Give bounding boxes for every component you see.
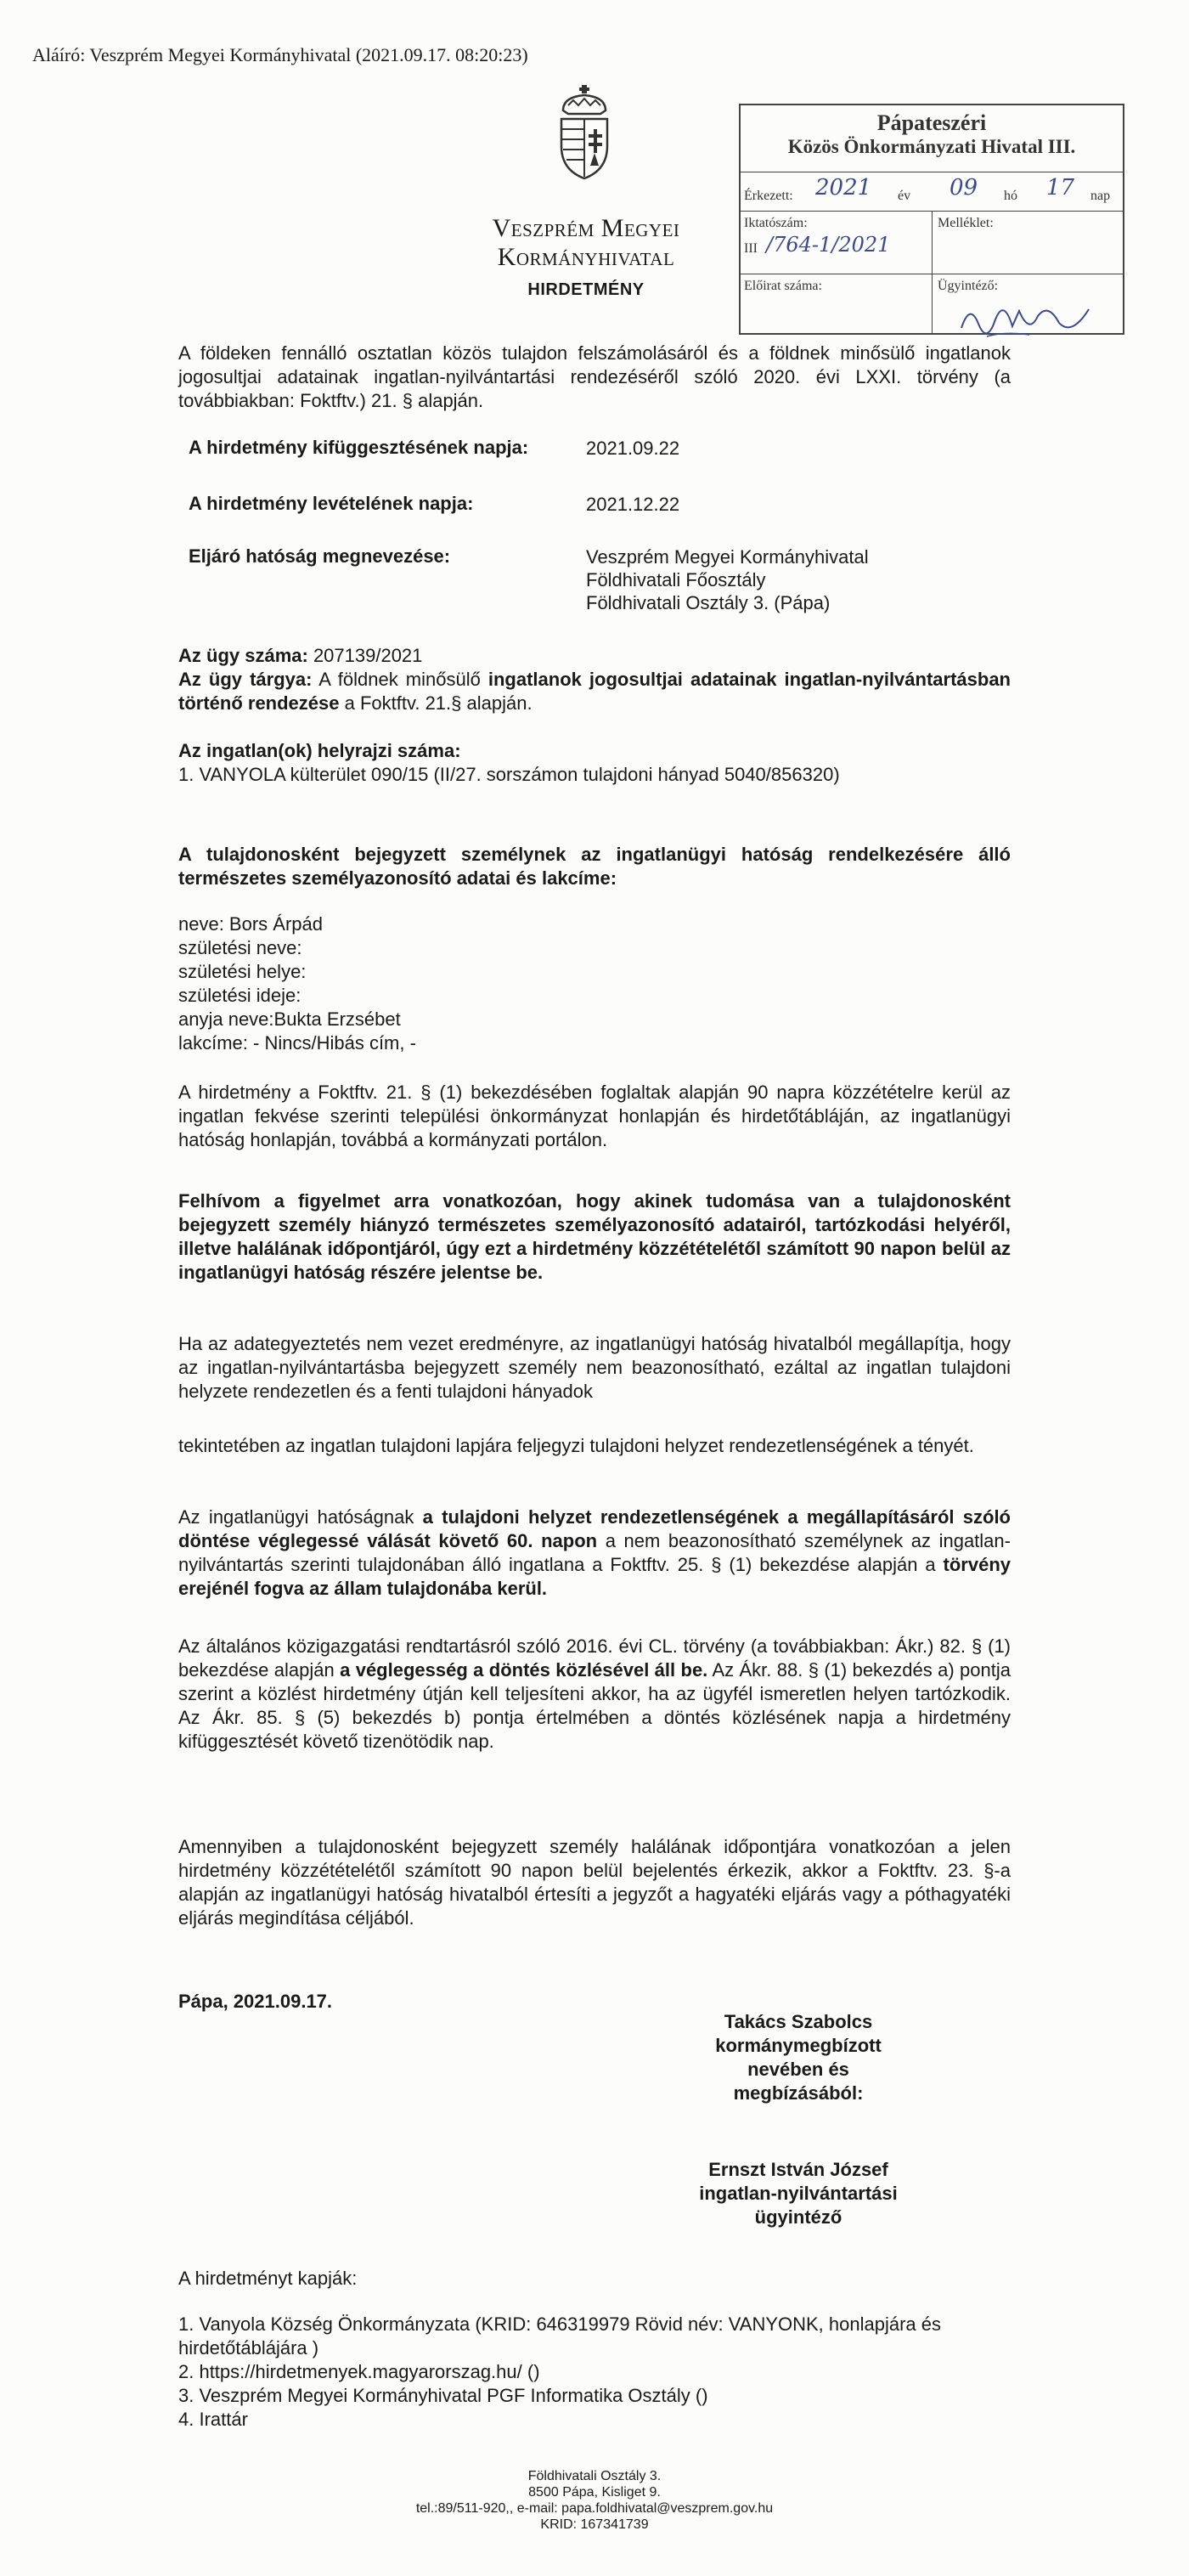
owner-birth-name: születési neve: (178, 937, 302, 958)
stamp-attachment-label: Melléklet: (938, 216, 994, 230)
stamp-received-row (741, 173, 1123, 212)
state-ownership-paragraph (178, 1505, 1011, 1601)
state-ownership-bold-2: törvény erejénél fogva az állam tulajdonába kerül. (178, 1554, 1011, 1599)
finality-bold: a véglegesség a döntés közlésével áll be. (340, 1659, 708, 1681)
authority-label: Eljáró hatóság megnevezése: (189, 545, 451, 567)
document-title: HIRDETMÉNY (527, 280, 645, 299)
owner-birth-date: születési ideje: (178, 985, 301, 1006)
case-number-value: 207139/2021 (307, 645, 423, 666)
handwritten-initials-icon (953, 294, 1106, 345)
clerk-title-2: ügyintéző (754, 2206, 842, 2228)
registration-stamp (739, 104, 1124, 335)
case-subject-text-2: a Foktftv. 21.§ alapján. (339, 692, 533, 714)
coat-of-arms-icon (556, 85, 612, 180)
footer-office: Földhivatali Osztály 3. (527, 2469, 662, 2483)
posting-date-value: 2021.09.22 (586, 438, 680, 459)
footer-contact (357, 2468, 832, 2533)
place-and-date: Pápa, 2021.09.17. (178, 1991, 333, 2012)
footer-krid: KRID: 167341739 (540, 2517, 649, 2532)
succession-paragraph: Amennyiben a tulajdonosként bejegyzett személy halálának időpontjára vonatkozóan a jelen hirdetmény közzétételétől számított 90 napon belül bejelentés érkezik, akkor a Foktftv. 23. §-a alapján az ingatlanügyi hatóság hivatalból értesíti a jegyzőt a hagyatéki eljárás vagy a póthagyatéki eljárás megindítása céljából. (178, 1836, 1011, 1929)
case-subject-label: Az ügy tárgya: (178, 669, 313, 690)
recipient-item: 3. Veszprém Megyei Kormányhivatal PGF Informatika Osztály () (178, 2385, 708, 2406)
owner-mother-name: anyja neve:Bukta Erzsébet (178, 1008, 401, 1030)
issuer-line-1: Veszprém Megyei (492, 214, 680, 242)
stamp-received-year: 2021 (815, 175, 872, 201)
finality-text: Az általános közigazgatási rendtartásról szóló 2016. évi CL. törvény (a továbbiakban: Ákr.) 82. § (1) bekezdése alapján (178, 1635, 1011, 1681)
recipient-item: 4. Irattár (178, 2409, 248, 2430)
clerk-name: Ernszt István József (708, 2159, 888, 2180)
signatory-authorization: megbízásából: (733, 2082, 864, 2104)
issuer-name (471, 214, 701, 272)
signatory-on-behalf: nevében és (747, 2059, 849, 2080)
stamp-filing-prefix: III (744, 241, 758, 256)
recipient-item: 2. https://hirdetmenyek.magyarorszag.hu/ () (178, 2361, 540, 2382)
parcel-number-label: Az ingatlan(ok) helyrajzi száma: (178, 740, 461, 761)
removal-date-value: 2021.12.22 (586, 494, 680, 515)
signer-line: Aláíró: Veszprém Megyei Kormányhivatal (2021.09.17. 08:20:23) (32, 44, 528, 65)
state-ownership-text: Az ingatlanügyi hatóságnak (178, 1506, 423, 1528)
authority-line-1: Veszprém Megyei Kormányhivatal (586, 546, 869, 568)
owner-birth-place: születési helye: (178, 961, 307, 982)
clerk-title-1: ingatlan-nyilvántartási (699, 2183, 898, 2204)
recipients-title: A hirdetményt kapják: (178, 2268, 358, 2289)
recipient-item: 1. Vanyola Község Önkormányzata (KRID: 646319979 Rövid név: VANYONK, honlapjára és hirdetőtáblájára ) (178, 2313, 942, 2359)
signature-block-clerk (662, 2158, 934, 2229)
publication-paragraph: A hirdetmény a Foktftv. 21. § (1) bekezdésében foglaltak alapján 90 napra közzétételre kerül az ingatlan fekvése szerinti települési önkormányzat honlapján és hirdetőtábláján, az ingatlanügyi hatóság honlapján, továbbá a kormányzati portálon. (178, 1082, 1011, 1150)
signatory-name: Takács Szabolcs (724, 2011, 873, 2032)
posting-date-label: A hirdetmény kifüggesztésének napja: (189, 437, 529, 458)
authority-line-2: Földhivatali Főosztály (586, 569, 766, 590)
issuer-line-2: Kormányhivatal (497, 243, 675, 271)
notice-paragraph: Felhívom a figyelmet arra vonatkozóan, hogy akinek tudomása van a tulajdonosként bejegyzett személy hiányzó természetes személyazonosító adatairól, tartózkodási helyéről, illetve halálának időpontjáról, úgy ezt a hirdetmény közzétételétől számított 90 napon belül az ingatlanügyi hatóság részére jelentse be. (178, 1190, 1011, 1283)
recipients-list (178, 2313, 977, 2432)
stamp-received-label: Érkezett: (744, 189, 793, 203)
stamp-office-line-1: Pápateszéri (876, 110, 987, 135)
footer-address: 8500 Pápa, Kisliget 9. (528, 2485, 661, 2500)
stamp-prior-label: Előirat száma: (744, 279, 822, 293)
stamp-filing-label: Iktatószám: (744, 216, 808, 230)
case-number-label: Az ügy száma: (178, 645, 308, 666)
signatory-title: kormánymegbízott (715, 2035, 882, 2056)
intro-paragraph: A földeken fennálló osztatlan közös tulajdon felszámolásáról és a földnek minősülő ingatlanok jogosultjai adatainak ingatlan-nyilvántartási rendezéséről szóló 2020. évi LXXI. törvény (a továbbiakban: Foktftv.) 21. § alapján. (178, 342, 1011, 411)
case-subject-text: A földnek minősülő (312, 669, 488, 690)
stamp-year-label: év (898, 189, 911, 203)
owner-name: neve: Bors Árpád (178, 913, 323, 935)
stamp-received-month: 09 (950, 175, 978, 201)
unidentified-paragraph-continued: tekintetében az ingatlan tulajdoni lapjára feljegyzi tulajdoni helyzet rendezetlenségének a tényét. (178, 1435, 974, 1456)
finality-text-2: Az Ákr. 88. § (1) bekezdés a) pontja szerint a közlést hirdetmény útján kell teljesíteni akkor, ha az ügyfél ismeretlen helyen tartózkodik. Az Ákr. 85. § (5) bekezdés b) pontja értelmében a döntés közlésének napja a hirdetmény kifüggesztését követő tizenötödik nap. (178, 1659, 1011, 1752)
stamp-office-line-2: Közös Önkormányzati Hivatal III. (787, 136, 1076, 157)
stamp-day-label: nap (1090, 189, 1111, 203)
case-number (178, 644, 1011, 668)
stamp-officer-label: Ügyintéző: (938, 279, 999, 293)
owner-address: lakcíme: - Nincs/Hibás cím, - (178, 1032, 416, 1054)
stamp-month-label: hó (1004, 189, 1017, 203)
parcel-number-value: 1. VANYOLA külterület 090/15 (II/27. sorszámon tulajdoni hányad 5040/856320) (178, 764, 840, 785)
case-subject-bold: ingatlanok jogosultjai adatainak ingatlan-nyilvántartásban történő rendezése (178, 669, 1011, 714)
stamp-divider (932, 211, 933, 333)
signature-block-principal (662, 2010, 934, 2105)
removal-date-label: A hirdetmény levételének napja: (189, 493, 474, 514)
authority-line-3: Földhivatali Osztály 3. (Pápa) (586, 592, 831, 613)
state-ownership-text-2: a nem beazonosítható személynek az ingatlan-nyilvántartás szerinti tulajdonában álló ingatlana a Foktftv. 25. § (1) bekezdése alapján a (178, 1530, 1011, 1575)
finality-paragraph (178, 1635, 1011, 1754)
owner-data-heading: A tulajdonosként bejegyzett személynek az ingatlanügyi hatóság rendelkezésére álló természetes személyazonosító adatai és lakcíme: (178, 844, 1011, 889)
stamp-received-day: 17 (1046, 175, 1075, 201)
owner-data (178, 912, 1011, 1055)
state-ownership-bold: a tulajdoni helyzet rendezetlenségének a megállapításáról szóló döntése véglegessé válását követő 60. napon (178, 1506, 1011, 1551)
stamp-header (741, 105, 1123, 172)
unidentified-paragraph: Ha az adategyeztetés nem vezet eredményre, az ingatlanügyi hatóság hivatalból megállapítja, hogy az ingatlan-nyilvántartásba bejegyzett személy nem beazonosítható, ezáltal az ingatlan tulajdoni helyzete rendezetlen és a fenti tulajdoni hányadok (178, 1333, 1011, 1402)
stamp-filing-number: /764-1/2021 (766, 233, 891, 257)
footer-phone-email: tel.:89/511-920,, e-mail: papa.foldhivatal@veszprem.gov.hu (415, 2501, 774, 2516)
case-subject (178, 668, 1011, 715)
authority-value (586, 545, 869, 614)
